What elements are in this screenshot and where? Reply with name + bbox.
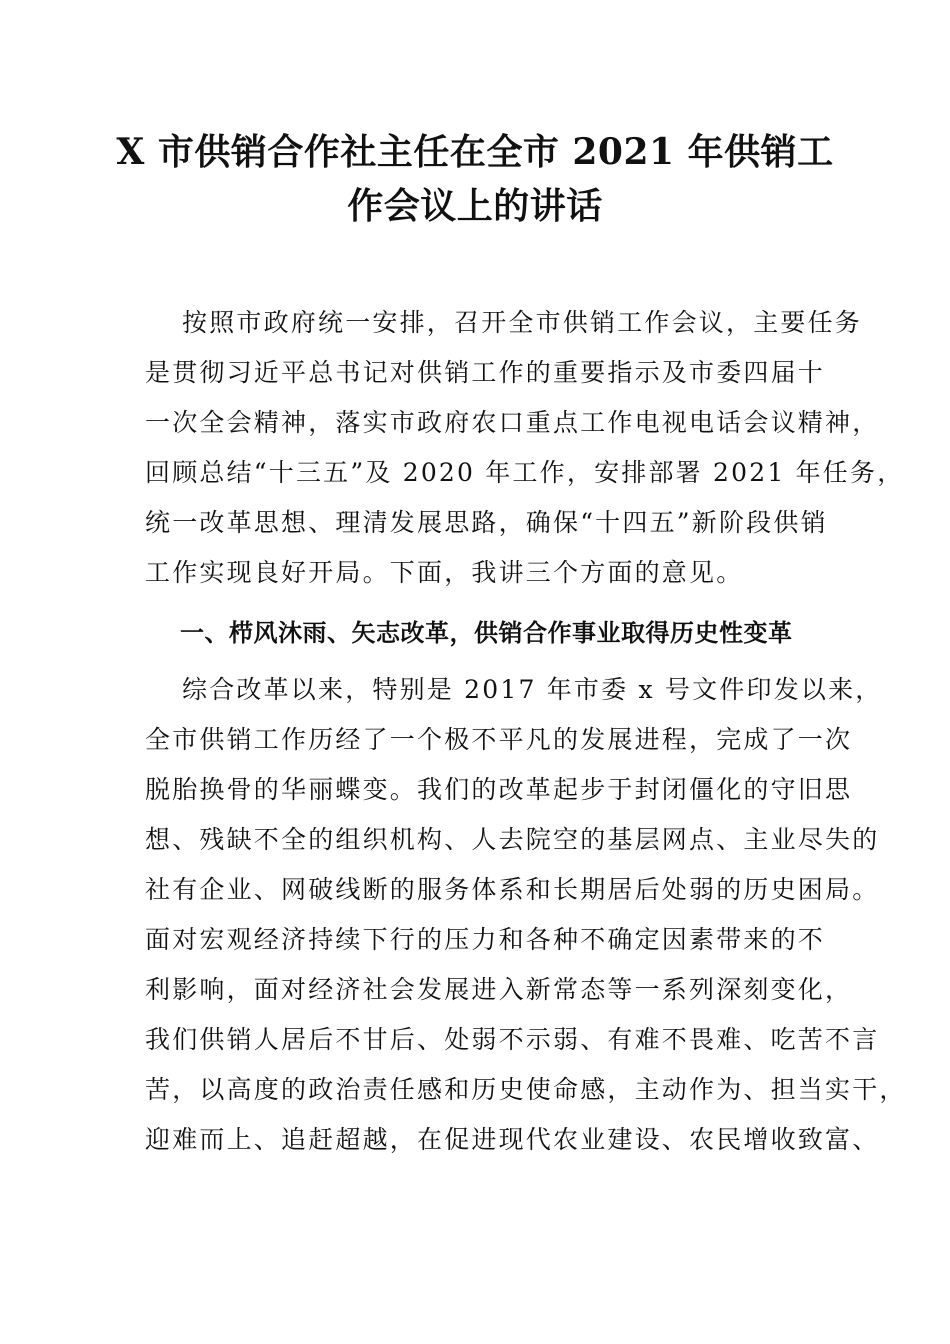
intro-line-6: 工作实现良好开局。下面，我讲三个方面的意见。 — [145, 558, 744, 587]
section-line-3: 脱胎换骨的华丽蝶变。我们的改革起步于封闭僵化的守旧思 — [145, 775, 853, 804]
section-line-10: 迎难而上、追赶超越，在促进现代农业建设、农民增收致富、 — [145, 1125, 880, 1154]
title-line-2: 作会议上的讲话 — [347, 185, 603, 227]
section-heading: 一、栉风沐雨、矢志改革，供销合作事业取得历史性变革 — [180, 619, 793, 647]
section-line-4: 想、残缺不全的组织机构、人去院空的基层网点、主业尽失的 — [145, 825, 880, 854]
section-line-6: 面对宏观经济持续下行的压力和各种不确定因素带来的不 — [145, 925, 826, 954]
section-line-9: 苦，以高度的政治责任感和历史使命感，主动作为、担当实干， — [145, 1075, 907, 1104]
section-line-1: 综合改革以来，特别是 2017 年市委 x 号文件印发以来， — [182, 675, 883, 704]
intro-line-4: 回顾总结“十三五”及 2020 年工作，安排部署 2021 年任务， — [145, 458, 905, 487]
section-line-8: 我们供销人居后不甘后、处弱不示弱、有难不畏难、吃苦不言 — [145, 1025, 880, 1054]
intro-line-3: 一次全会精神，落实市政府农口重点工作电视电话会议精神， — [145, 408, 880, 437]
intro-line-1: 按照市政府统一安排，召开全市供销工作会议，主要任务 — [182, 308, 863, 337]
intro-line-2: 是贯彻习近平总书记对供销工作的重要指示及市委四届十 — [145, 358, 826, 387]
section-line-2: 全市供销工作历经了一个极不平凡的发展进程，完成了一次 — [145, 725, 853, 754]
title-line-1: X 市供销合作社主任在全市 2021 年供销工 — [116, 131, 834, 173]
document-title — [110, 125, 840, 233]
section-line-7: 利影响，面对经济社会发展进入新常态等一系列深刻变化， — [145, 975, 853, 1004]
section-line-5: 社有企业、网破线断的服务体系和长期居后处弱的历史困局。 — [145, 875, 880, 904]
intro-line-5: 统一改革思想、理清发展思路，确保“十四五”新阶段供销 — [145, 508, 828, 537]
